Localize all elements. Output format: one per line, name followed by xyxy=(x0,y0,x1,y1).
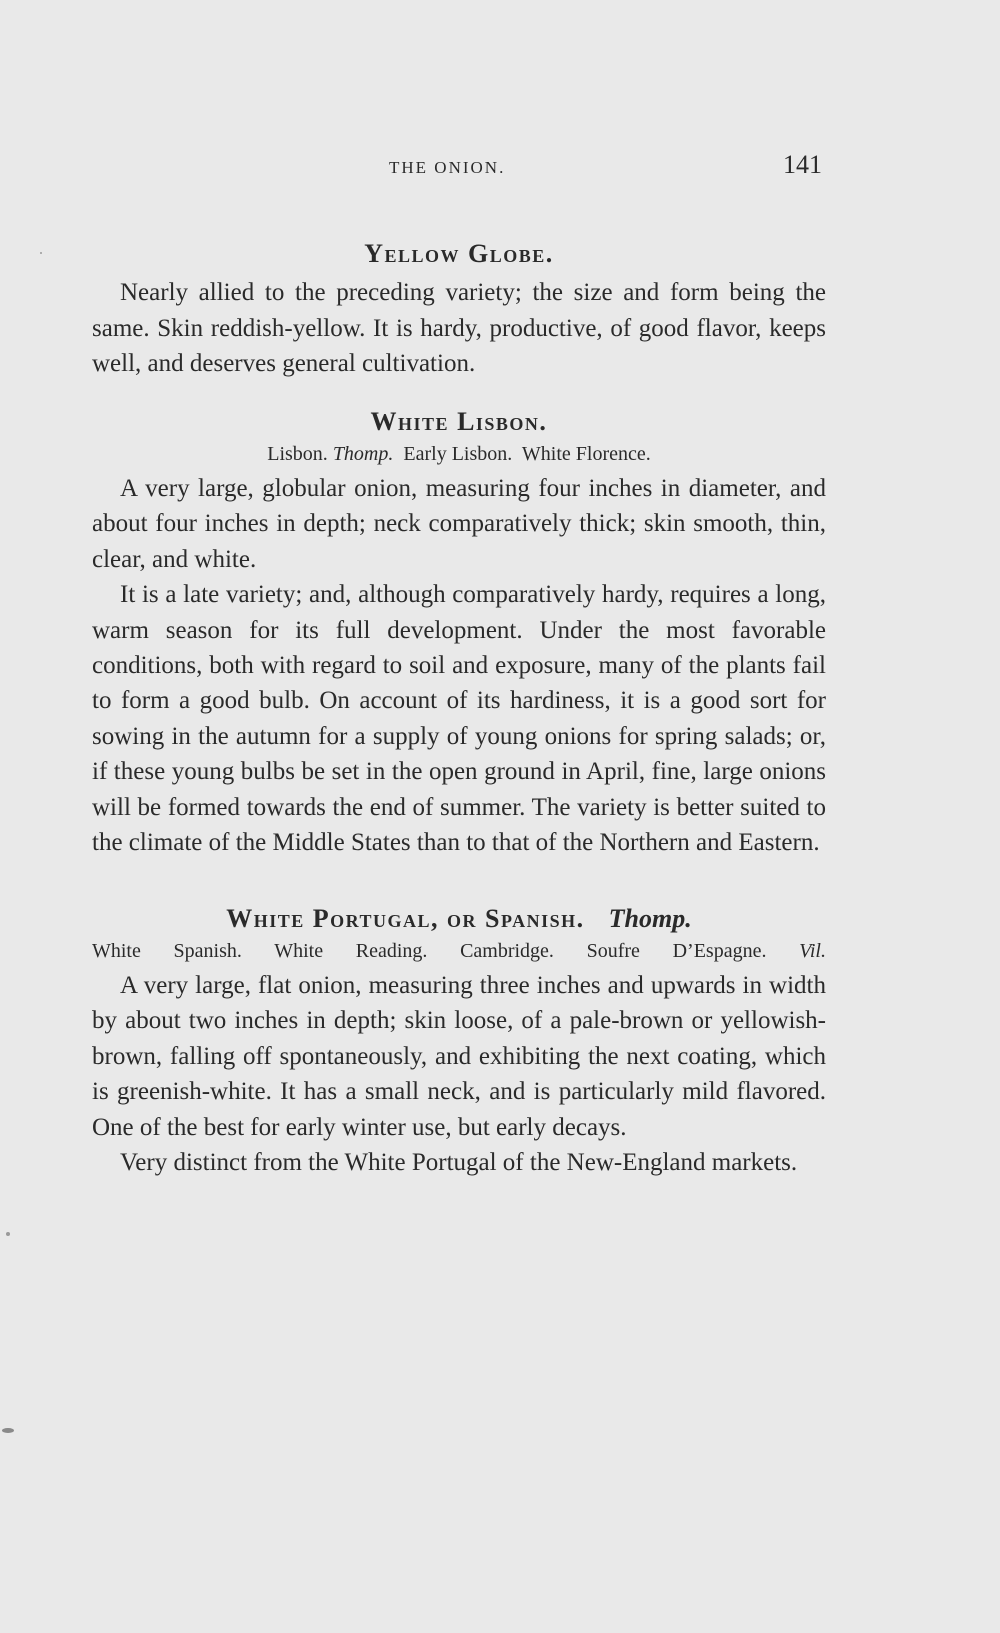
paragraph: A very large, flat onion, measuring three inches and upwards in width by about two inches in depth; skin loose, of a pale-brown or yellowish-brown, falling off spontaneously, and exhibiting the next coating, which is greenish-white. It has a small neck, and is particularly mild flavored. One of the best for early winter use, but early decays. xyxy=(92,971,826,1141)
synonym: White Spanish. xyxy=(92,939,242,962)
synonym: White Reading. xyxy=(274,939,428,962)
section-heading-text: White Portugal, or Spanish. xyxy=(226,903,585,933)
running-title: THE ONION. xyxy=(389,158,506,177)
synonym: Lisbon. xyxy=(267,443,328,466)
section-heading: White Lisbon. xyxy=(370,406,548,436)
heading-authority: Thomp. xyxy=(608,903,692,933)
synonym-authority: Thomp. xyxy=(332,443,394,466)
paragraph: Nearly allied to the preceding variety; the size and form being the same. Skin reddish-yellow. It is hardy, productive, of good flavor, keeps well, and deserves general cultivation. xyxy=(92,279,826,378)
paragraph: A very large, globular onion, measuring four inches in diameter, and about four inches in depth; neck comparatively thick; skin smooth, thin, clear, and white. xyxy=(92,475,826,573)
running-head xyxy=(0,150,1000,190)
synonym-line xyxy=(92,439,826,469)
section-heading xyxy=(92,901,826,936)
synonym: White Florence. xyxy=(521,443,651,466)
paragraph: Very distinct from the White Portugal of the New-England markets. xyxy=(120,1148,798,1176)
synonym-text: Soufre D’Espagne. xyxy=(586,939,767,962)
synonym: Early Lisbon. xyxy=(403,443,513,466)
paper-speck xyxy=(40,252,42,254)
section-heading: Yellow Globe. xyxy=(364,239,554,268)
synonym: Cambridge. xyxy=(460,939,554,962)
paragraph: It is a late variety; and, although comparatively hardy, requires a long, warm season for its full development. Under the most favorable conditions, both with regard to soil and exposure, many of the plants fail to form a good bulb. On account of its hardiness, it is a good sort for sowing in the autumn for a supply of young onions for spring salads; or, if these young bulbs be set in the open ground in April, fine, large onions will be formed towards the end of summer. The variety is better suited to the climate of the Middle States than to that of the Northern and Eastern. xyxy=(92,581,826,857)
page-number: 141 xyxy=(783,150,822,179)
synonym xyxy=(587,940,826,962)
text-block xyxy=(92,236,826,1180)
synonym-line xyxy=(92,936,826,966)
paper-speck xyxy=(6,1232,10,1236)
paper-speck xyxy=(2,1428,14,1433)
synonym-authority: Vil. xyxy=(799,939,826,962)
